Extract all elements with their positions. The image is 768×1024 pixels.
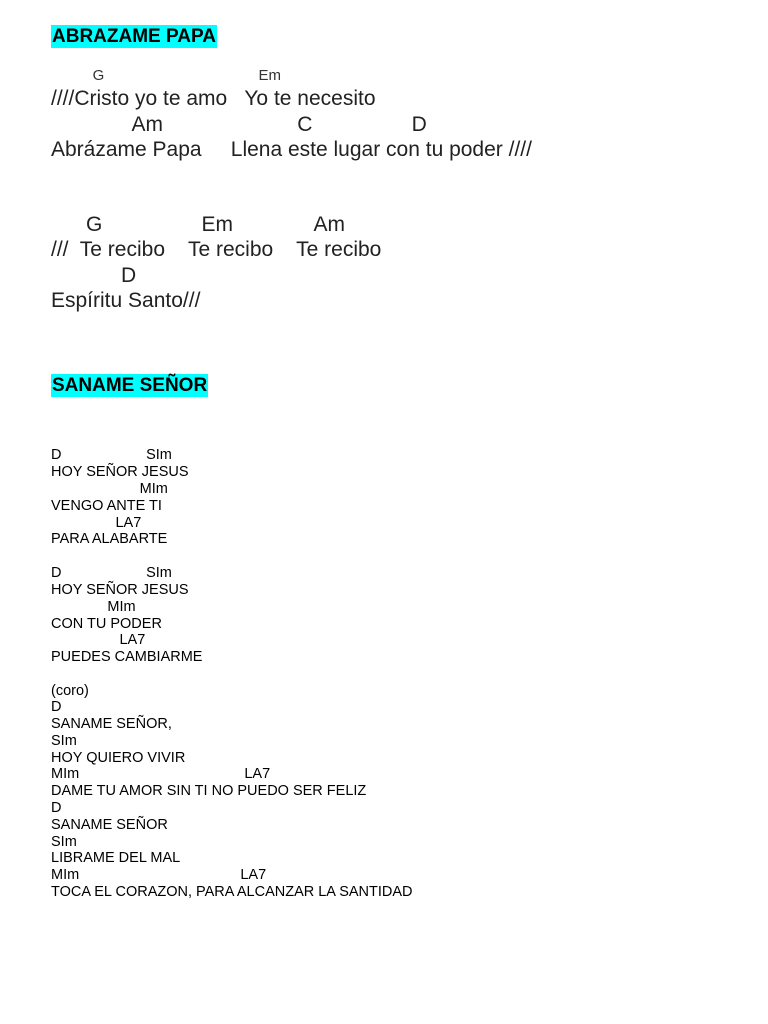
chord-line: LA7 bbox=[51, 515, 142, 531]
lyric-line: VENGO ANTE TI bbox=[51, 498, 162, 514]
lyric-line: Espíritu Santo/// bbox=[51, 289, 201, 312]
chord-line: MIm LA7 bbox=[51, 766, 271, 782]
lyric-line: SANAME SEÑOR, bbox=[51, 716, 172, 732]
lyric-line: HOY SEÑOR JESUS bbox=[51, 464, 189, 480]
chord-line: G Em Am bbox=[51, 213, 346, 236]
chord-line: D SIm bbox=[51, 447, 172, 463]
lyric-line: DAME TU AMOR SIN TI NO PUEDO SER FELIZ bbox=[51, 783, 367, 799]
chord-line: Am C D bbox=[51, 113, 427, 136]
chorus-label: (coro) bbox=[51, 683, 89, 699]
lyric-line: PUEDES CAMBIARME bbox=[51, 649, 203, 665]
lyric-line: Abrázame Papa Llena este lugar con tu poder //// bbox=[51, 138, 532, 161]
lyric-line: SANAME SEÑOR bbox=[51, 817, 168, 833]
lyric-line: PARA ALABARTE bbox=[51, 531, 168, 547]
chord-line: D SIm bbox=[51, 565, 172, 581]
chord-line: MIm LA7 bbox=[51, 867, 267, 883]
lyric-line: HOY SEÑOR JESUS bbox=[51, 582, 189, 598]
chord-line: D bbox=[51, 800, 62, 816]
lyric-line: /// Te recibo Te recibo Te recibo bbox=[51, 238, 382, 261]
chord-line: SIm bbox=[51, 733, 77, 749]
chord-line: D bbox=[51, 699, 62, 715]
lyric-line: ////Cristo yo te amo Yo te necesito bbox=[51, 87, 376, 110]
chord-line: MIm bbox=[51, 481, 168, 497]
chord-line: D bbox=[51, 264, 137, 287]
chord-line: MIm bbox=[51, 599, 136, 615]
lyric-line: LIBRAME DEL MAL bbox=[51, 850, 181, 866]
song-title-saname-senor: SANAME SEÑOR bbox=[52, 375, 208, 396]
lyric-line: HOY QUIERO VIVIR bbox=[51, 750, 186, 766]
song-title-abrazame-papa: ABRAZAME PAPA bbox=[52, 26, 216, 47]
lyric-line: CON TU PODER bbox=[51, 616, 162, 632]
chord-line: LA7 bbox=[51, 632, 146, 648]
lyric-line: TOCA EL CORAZON, PARA ALCANZAR LA SANTIDAD bbox=[51, 884, 413, 900]
chord-line: SIm bbox=[51, 834, 77, 850]
chord-line: G Em bbox=[51, 67, 282, 84]
